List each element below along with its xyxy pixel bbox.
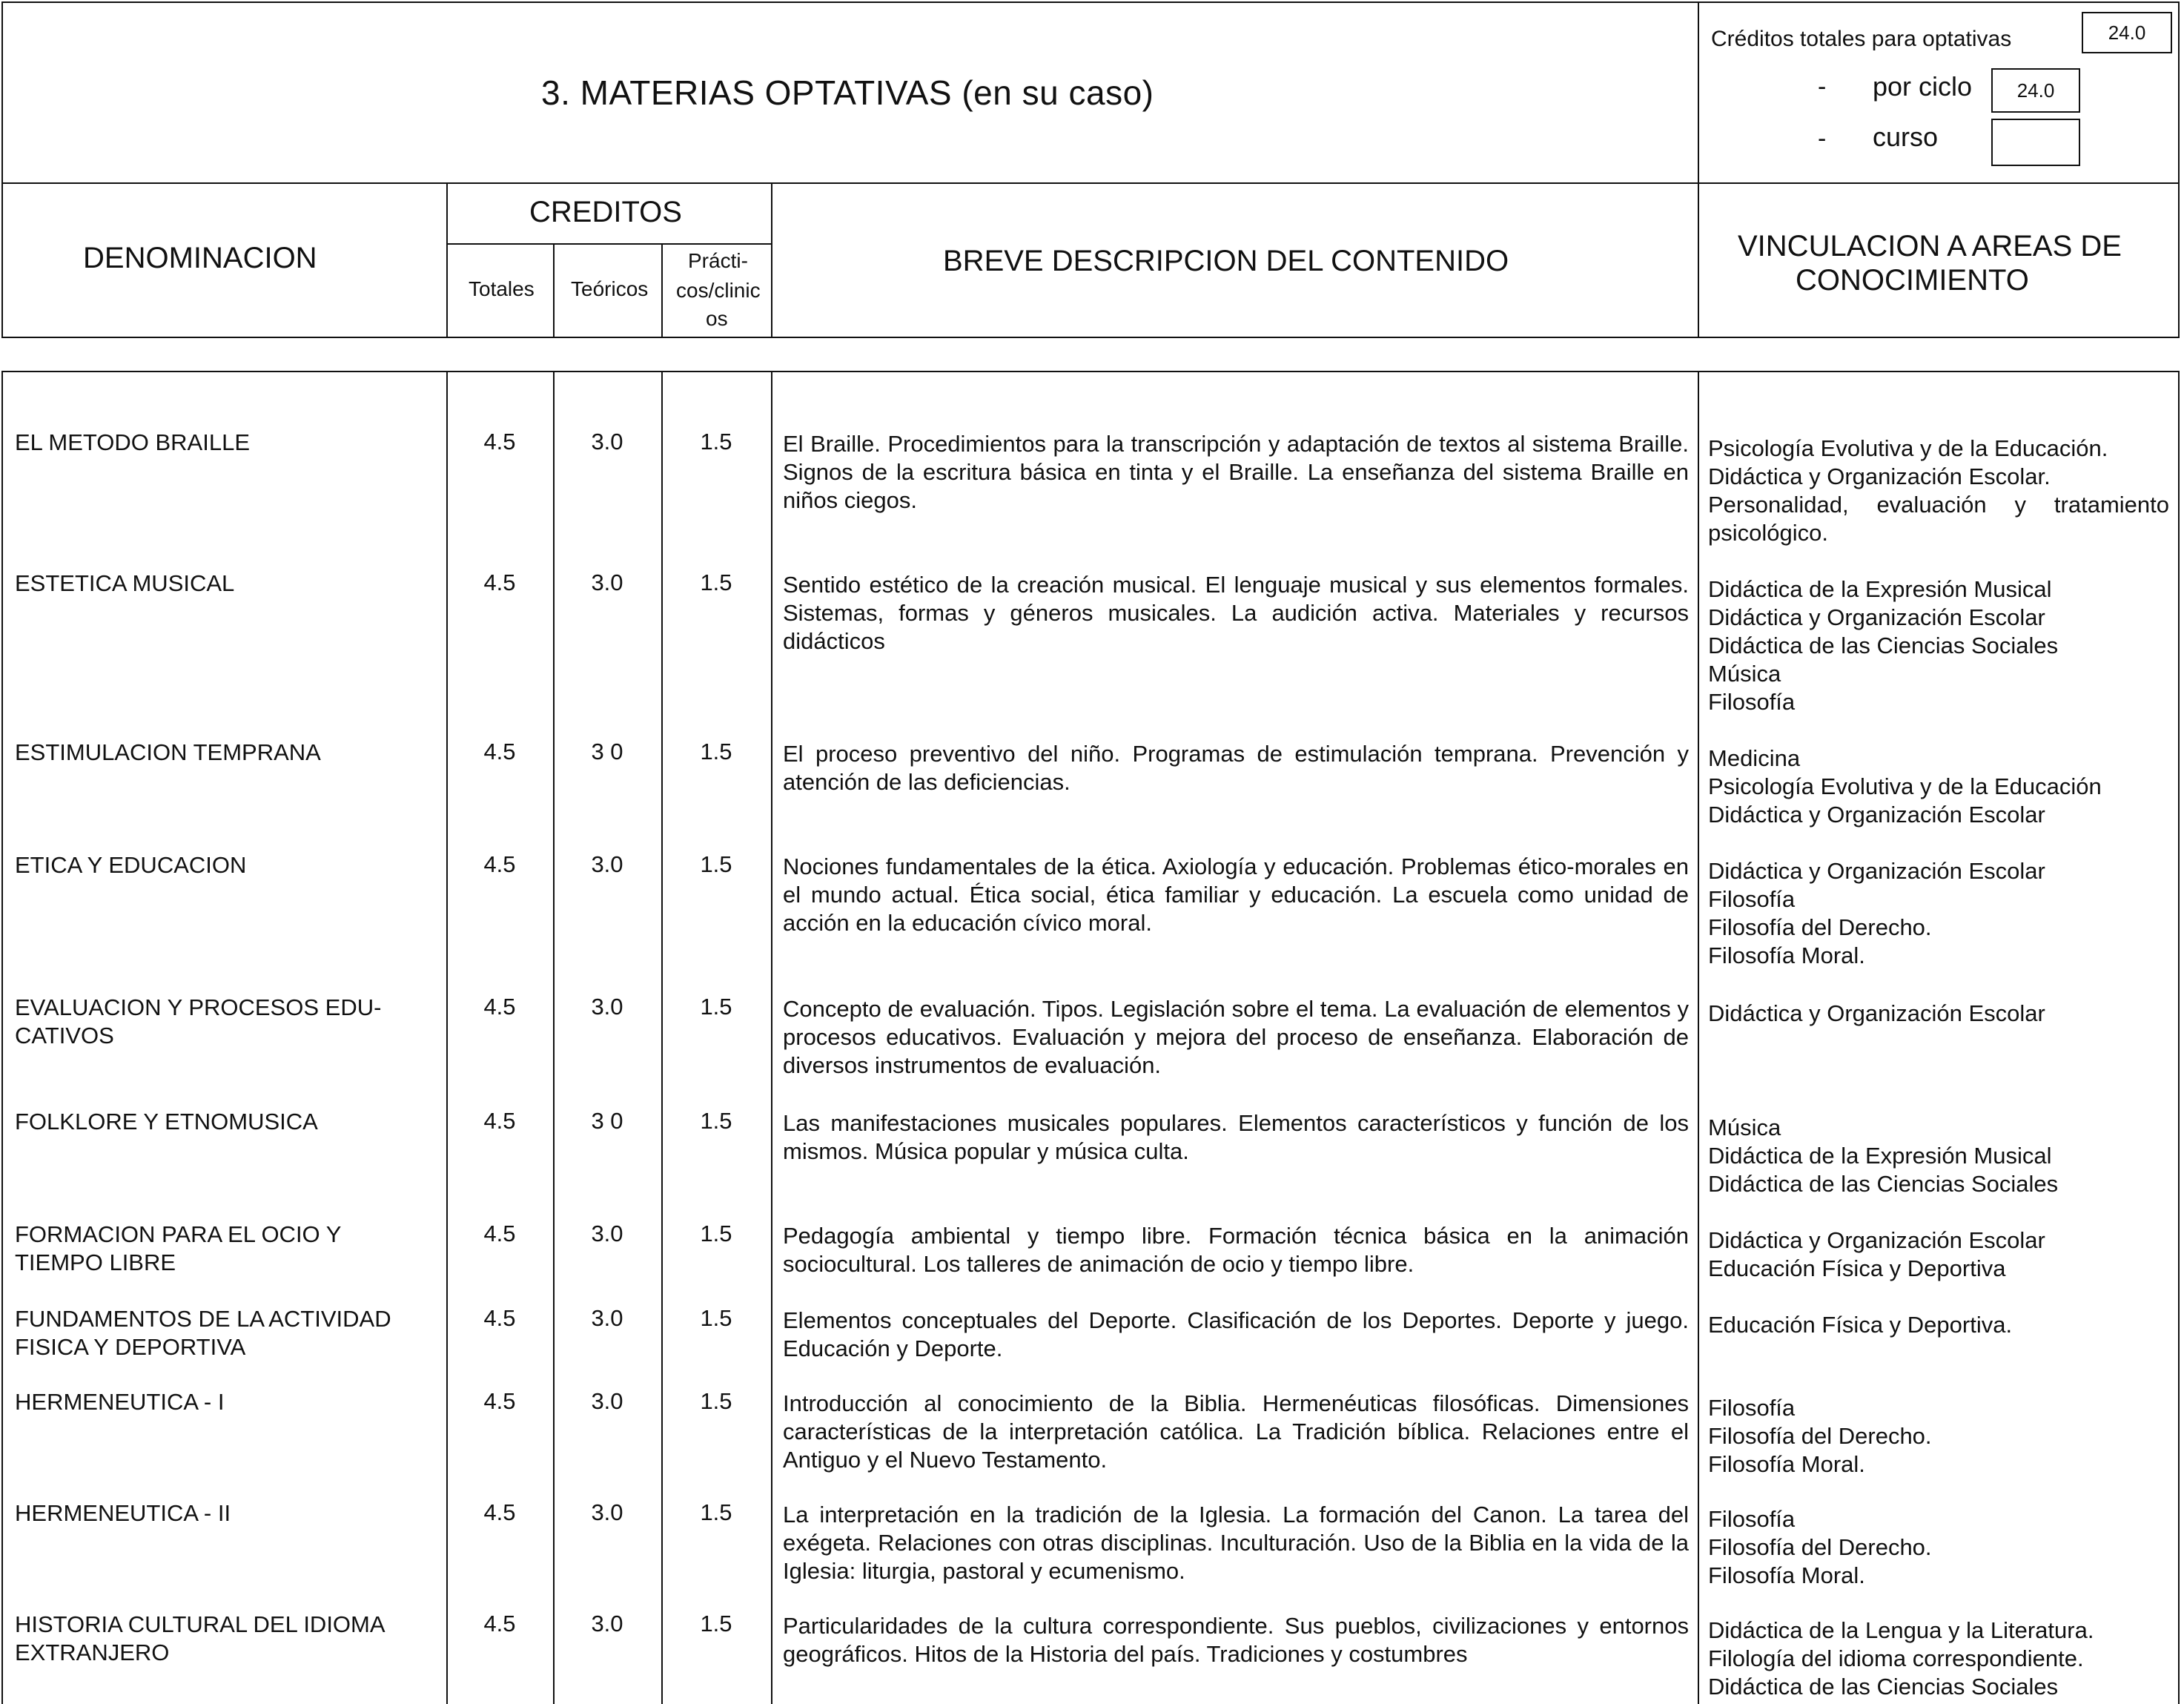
row-areas: Psicología Evolutiva y de la Educación. Didáctica y Organización Escolar. Personalidad, evaluación y tratamiento psicológico. — [1708, 435, 2169, 546]
row-totales: 4.5 — [483, 1108, 516, 1134]
col-div-2h — [553, 243, 555, 338]
row-areas: Didáctica de la Expresión Musical Didáctica y Organización Escolar Didáctica de las Ciencias Sociales Música Filosofía — [1708, 576, 2059, 715]
row-practicos: 1.5 — [700, 1499, 732, 1525]
row-teoricos: 3.0 — [591, 1305, 623, 1331]
row-denominacion: ESTETICA MUSICAL — [15, 570, 235, 596]
creditos-totales-label: Créditos totales para optativas — [1711, 27, 2012, 51]
row-descripcion: La interpretación en la tradición de la Iglesia. La formación del Canon. La tarea del exégeta. Relaciones con otras disciplinas. Inculturación. Uso de la Biblia en la vida de la Iglesia: liturgia, pastoral y ecumenismo. — [783, 1502, 1689, 1584]
row-descripcion: Particularidades de la cultura correspondiente. Sus pueblos, civilizaciones y entornos geográficos. Hitos de la Historia del país. Tradiciones y costumbres — [783, 1613, 1689, 1667]
row-denominacion: ETICA Y EDUCACION — [15, 852, 247, 878]
row-teoricos: 3 0 — [591, 1108, 623, 1134]
row-teoricos: 3.0 — [591, 1388, 623, 1414]
row-descripcion: Nociones fundamentales de la ética. Axiología y educación. Problemas ético-morales en el mundo actual. Ética social, ética familiar y educación. La escuela como unidad de acción en la educación cívico moral. — [783, 853, 1689, 936]
page-title: 3. MATERIAS OPTATIVAS (en su caso) — [541, 73, 1154, 112]
row-practicos: 1.5 — [700, 851, 732, 877]
row-totales: 4.5 — [483, 994, 516, 1020]
row-descripcion: Sentido estético de la creación musical. El lenguaje musical y sus elementos formales. Sistemas, formas y géneros musicales. La audición activa. Materiales y recursos didácticos — [783, 572, 1689, 654]
row-descripcion: Las manifestaciones musicales populares. Elementos característicos y función de los mismos. Música popular y música culta. — [783, 1110, 1689, 1164]
row-totales: 4.5 — [483, 1611, 516, 1637]
row-areas: Educación Física y Deportiva. — [1708, 1312, 2013, 1338]
body-col-5 — [1698, 371, 1699, 1704]
col-descripcion: BREVE DESCRIPCION DEL CONTENIDO — [943, 245, 1509, 277]
col-creditos: CREDITOS — [529, 196, 682, 228]
row-teoricos: 3.0 — [591, 1221, 623, 1246]
body-top-line — [1, 371, 2180, 372]
row-areas: Didáctica y Organización Escolar Educación Física y Deportiva — [1708, 1227, 2045, 1281]
row-areas: Música Didáctica de la Expresión Musical Didáctica de las Ciencias Sociales — [1708, 1114, 2059, 1197]
row-areas: Filosofía Filosofía del Derecho. Filosofía Moral. — [1708, 1395, 1932, 1477]
row-teoricos: 3.0 — [591, 1611, 623, 1637]
row-practicos: 1.5 — [700, 994, 732, 1020]
row-denominacion: HERMENEUTICA - II — [15, 1500, 231, 1526]
row-teoricos: 3 0 — [591, 739, 623, 765]
row-denominacion: EL METODO BRAILLE — [15, 429, 250, 455]
row-practicos: 1.5 — [700, 1108, 732, 1134]
col-div-3h — [661, 243, 663, 338]
row-teoricos: 3.0 — [591, 1499, 623, 1525]
col-div-6 — [1698, 182, 1699, 338]
curso-dash: - — [1818, 125, 1827, 153]
row-practicos: 1.5 — [700, 739, 732, 765]
row-practicos: 1.5 — [700, 1221, 732, 1246]
row-denominacion: EVALUACION Y PROCESOS EDU- CATIVOS — [15, 994, 382, 1049]
row-practicos: 1.5 — [700, 569, 732, 595]
col-vinculacion-1: VINCULACION A AREAS DE — [1738, 230, 2122, 262]
row-denominacion: HERMENEUTICA - I — [15, 1389, 225, 1415]
row-descripcion: Concepto de evaluación. Tipos. Legislación sobre el tema. La evaluación de elementos y procesos educativos. Evaluación y mejora del proceso de enseñanza. Elaboración de diversos instrumentos de evaluación. — [783, 996, 1689, 1078]
body-col-4 — [771, 371, 772, 1704]
row-teoricos: 3.0 — [591, 569, 623, 595]
row-areas: Didáctica y Organización Escolar — [1708, 1000, 2045, 1026]
col-totales: Totales — [469, 277, 535, 300]
row-practicos: 1.5 — [700, 1305, 732, 1331]
row-denominacion: HISTORIA CULTURAL DEL IDIOMA EXTRANJERO — [15, 1611, 385, 1665]
row-descripcion: Introducción al conocimiento de la Biblia. Hermenéuticas filosóficas. Dimensiones características de la interpretación católica. La Tradición bíblica. Relaciones entre el Antiguo y el Nuevo Testamento. — [783, 1390, 1689, 1473]
row-descripcion: El Braille. Procedimientos para la transcripción y adaptación de textos al sistema Braille. Signos de la escritura básica en tinta y el Braille. La enseñanza del sistema Braille en niños ciegos. — [783, 431, 1689, 513]
por-ciclo-label: por ciclo — [1873, 71, 1973, 102]
row-denominacion: ESTIMULACION TEMPRANA — [15, 739, 321, 765]
row-practicos: 1.5 — [700, 429, 732, 455]
row-areas: Didáctica de la Lengua y la Literatura. Filología del idioma correspondiente. Didáctica de las Ciencias Sociales — [1708, 1617, 2094, 1700]
col-div-1 — [446, 182, 448, 338]
row-descripcion: El proceso preventivo del niño. Programas de estimulación temprana. Prevención y atención de las deficiencias. — [783, 741, 1689, 795]
body-right-line — [2178, 371, 2180, 1704]
row-areas: Didáctica y Organización Escolar Filosofía Filosofía del Derecho. Filosofía Moral. — [1708, 858, 2045, 968]
col-practicos-1: Prácti- — [688, 249, 748, 272]
row-practicos: 1.5 — [700, 1611, 732, 1637]
body-left-line — [1, 371, 3, 1704]
curso-label: curso — [1873, 122, 1939, 152]
row-teoricos: 3.0 — [591, 851, 623, 877]
col-practicos-3: os — [706, 307, 728, 330]
row-descripcion: Elementos conceptuales del Deporte. Clasificación de los Deportes. Deporte y juego. Educación y Deporte. — [783, 1307, 1689, 1361]
row-denominacion: FUNDAMENTOS DE LA ACTIVIDAD FISICA Y DEPORTIVA — [15, 1306, 391, 1360]
row-denominacion: FORMACION PARA EL OCIO Y TIEMPO LIBRE — [15, 1221, 342, 1275]
curso-value — [1991, 119, 2080, 166]
row-totales: 4.5 — [483, 429, 516, 455]
row-totales: 4.5 — [483, 1499, 516, 1525]
row-totales: 4.5 — [483, 1221, 516, 1246]
col-vinculacion-2: CONOCIMIENTO — [1796, 264, 2029, 297]
row-teoricos: 3.0 — [591, 429, 623, 455]
col-denominacion: DENOMINACION — [83, 242, 317, 274]
col-teoricos: Teóricos — [571, 277, 649, 300]
row-practicos: 1.5 — [700, 1388, 732, 1414]
col-div-5 — [771, 182, 772, 338]
por-ciclo-dash: - — [1818, 73, 1827, 101]
row-totales: 4.5 — [483, 851, 516, 877]
row-totales: 4.5 — [483, 1388, 516, 1414]
row-totales: 4.5 — [483, 1305, 516, 1331]
row-totales: 4.5 — [483, 739, 516, 765]
row-areas: Filosofía Filosofía del Derecho. Filosofía Moral. — [1708, 1506, 1932, 1588]
row-totales: 4.5 — [483, 569, 516, 595]
row-areas: Medicina Psicología Evolutiva y de la Educación Didáctica y Organización Escolar — [1708, 745, 2102, 828]
row-denominacion: FOLKLORE Y ETNOMUSICA — [15, 1109, 318, 1135]
row-descripcion: Pedagogía ambiental y tiempo libre. Formación técnica básica en la animación sociocultural. Los talleres de animación de ocio y tiempo libre. — [783, 1223, 1689, 1277]
creditos-subrow-line — [446, 243, 771, 245]
por-ciclo-value: 24.0 — [1991, 68, 2080, 113]
creditos-totales-value: 24.0 — [2082, 12, 2172, 53]
col-practicos-2: cos/clinic — [676, 279, 761, 302]
header-divider — [1698, 1, 1699, 184]
row-teoricos: 3.0 — [591, 994, 623, 1020]
